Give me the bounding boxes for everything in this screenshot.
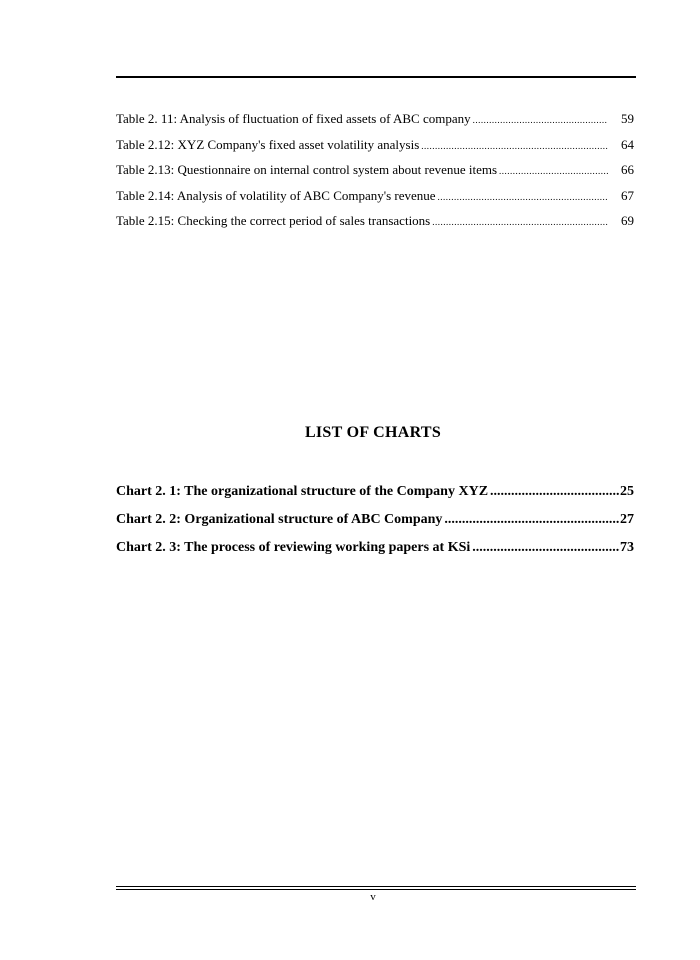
toc-entry-table-2-13[interactable] (116, 162, 634, 188)
toc-entry-label: Table 2.14: Analysis of volatility of ABC Company's revenue (116, 187, 436, 203)
list-of-charts (116, 484, 634, 568)
toc-entry-table-2-11[interactable] (116, 111, 634, 137)
dot-leader (421, 141, 608, 151)
toc-entry-label: Table 2.12: XYZ Company's fixed asset volatility analysis (116, 136, 420, 152)
footer-rule (116, 886, 636, 890)
toc-entry-table-2-14[interactable] (116, 188, 634, 214)
toc-entry-label: Table 2. 11: Analysis of fluctuation of fixed assets of ABC company (116, 111, 471, 126)
toc-entry-label: Table 2.13: Questionnaire on internal control system about revenue items (116, 162, 498, 177)
list-of-charts-heading: LIST OF CHARTS (304, 424, 442, 441)
header-rule (116, 76, 636, 78)
toc-entry-page-number: 59 (621, 111, 634, 126)
toc-entry-label: Chart 2. 3: The process of reviewing working papers at KSi (116, 540, 471, 555)
toc-entry-page-number: 69 (621, 213, 634, 228)
dot-leader (444, 512, 620, 528)
toc-entry-page-number: 25 (620, 484, 634, 499)
toc-entry-page-number: 27 (620, 512, 634, 527)
dot-leader (490, 484, 620, 500)
toc-entry-page-number: 64 (621, 136, 634, 152)
toc-entry-page-number: 73 (620, 540, 634, 555)
page-number: v (370, 891, 376, 903)
toc-entry-label: Chart 2. 1: The organizational structure of the Company XYZ (116, 484, 489, 499)
dot-leader (432, 217, 608, 227)
toc-entry-label: Table 2.15: Checking the correct period of sales transactions (116, 213, 431, 228)
toc-entry-chart-2-1[interactable] (116, 484, 634, 512)
toc-entry-page-number: 66 (621, 162, 634, 177)
dot-leader (499, 166, 608, 176)
toc-entry-page-number: 67 (621, 187, 634, 203)
dot-leader (473, 115, 608, 125)
dot-leader (472, 540, 620, 556)
toc-entry-table-2-15[interactable] (116, 213, 634, 239)
toc-entry-chart-2-3[interactable] (116, 540, 634, 568)
list-of-tables (116, 111, 634, 239)
toc-entry-table-2-12[interactable] (116, 137, 634, 163)
toc-entry-chart-2-2[interactable] (116, 512, 634, 540)
dot-leader (438, 192, 608, 202)
toc-entry-label: Chart 2. 2: Organizational structure of ABC Company (116, 512, 443, 527)
